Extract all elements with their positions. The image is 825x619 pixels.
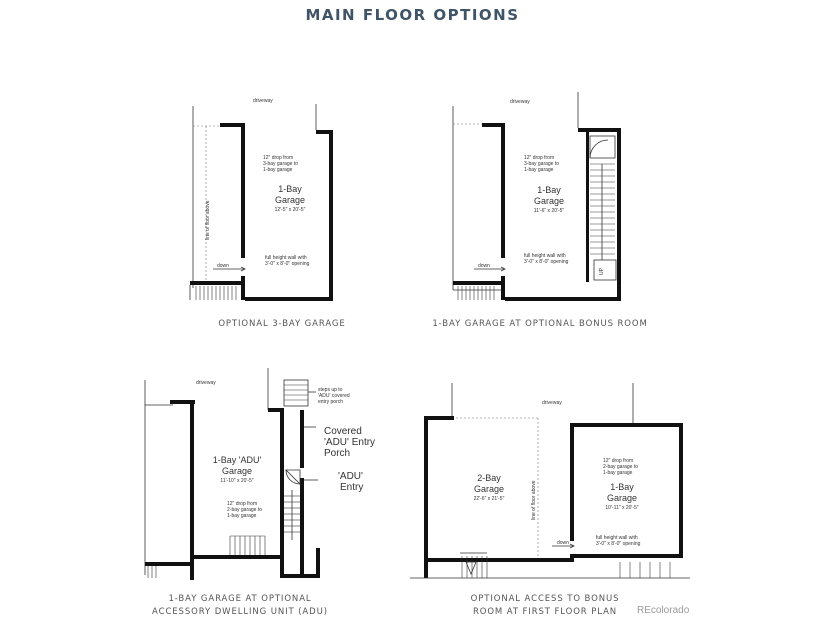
room-name: 1-Bay (278, 184, 302, 194)
wall-note: 3'-0" x 8'-0" opening (524, 259, 569, 265)
room-dimensions: 11'-6" x 20'-5" (533, 208, 565, 214)
drop-note: 12" drop from (263, 155, 294, 161)
plan-caption-line: OPTIONAL 3-BAY GARAGE (218, 319, 346, 329)
wall (501, 123, 505, 258)
plan-caption-line: 1-BAY GARAGE AT OPTIONAL BONUS ROOM (432, 319, 648, 329)
driveway-label: driveway (510, 99, 530, 105)
plan-caption-line: OPTIONAL ACCESS TO BONUS (470, 594, 620, 604)
floor-above-label: line of floor above (531, 480, 537, 520)
wall (424, 558, 574, 562)
plan-caption (162, 318, 402, 331)
room-b-name: 1-Bay (610, 482, 634, 492)
stair-treads (230, 536, 265, 555)
stair-treads (620, 562, 670, 578)
landing (594, 260, 616, 280)
wall (617, 128, 621, 300)
room-name: 1-Bay 'ADU' (212, 455, 262, 465)
driveway-label: driveway (253, 98, 273, 104)
wall (570, 554, 574, 562)
room-name: Garage (274, 195, 306, 205)
wall (280, 408, 284, 578)
wall (586, 132, 589, 282)
floor-above-label: line of floor above (205, 200, 211, 240)
plan-access-to-bonus-room (410, 383, 690, 578)
porch-label: Covered (324, 426, 362, 437)
drop-note: 2-bay garage to (227, 507, 263, 513)
driveway-label: driveway (196, 380, 216, 386)
wall (578, 128, 621, 132)
down-label: down (478, 263, 490, 269)
wall (570, 423, 633, 427)
wall (300, 410, 304, 468)
stair-treads (148, 566, 156, 578)
wall (570, 423, 574, 541)
plan-caption (400, 318, 680, 331)
wall (241, 276, 245, 300)
stair-treads (196, 286, 236, 300)
wall-note: full height wall with (596, 535, 638, 541)
wall-note: 3'-0" x 8'-0" opening (265, 261, 310, 267)
wall (300, 478, 304, 578)
watermark: REcolorado (637, 605, 690, 616)
wall (145, 562, 190, 566)
entry-steps (284, 380, 308, 406)
wall (505, 297, 621, 301)
steps-note: 'ADU' covered (318, 393, 350, 399)
stair-up-label: UP (599, 268, 605, 275)
wall (190, 400, 194, 580)
stair-arrow (466, 562, 476, 574)
wall (424, 416, 454, 420)
plan-1-bay-garage-adu (145, 368, 375, 580)
wall (190, 281, 245, 285)
wall (424, 416, 428, 578)
room-a-dimensions: 22'-6" x 21'-5" (473, 496, 505, 502)
plan-caption (110, 593, 370, 619)
room-dimensions: 11'-10" x 20'-5" (220, 478, 254, 484)
drop-note: 1-bay garage (263, 167, 293, 173)
room-name: Garage (221, 466, 253, 476)
plan-caption (425, 593, 665, 619)
driveway-label: driveway (542, 400, 562, 406)
porch-label: 'ADU' Entry (324, 437, 376, 448)
door-swing (590, 140, 608, 158)
plan-1-bay-garage-bonus-room (453, 92, 621, 301)
drop-note: 1-bay garage (227, 513, 257, 519)
wall-note: full height wall with (265, 255, 307, 261)
stair-treads (590, 164, 615, 254)
room-name: 1-Bay (537, 185, 561, 195)
plan-caption-line: ROOM AT FIRST FLOOR PLAN (472, 607, 618, 617)
entry-label: Entry (340, 482, 364, 493)
wall (284, 574, 320, 578)
drop-note: 12" drop from (524, 155, 555, 161)
plan-caption-line: 1-BAY GARAGE AT OPTIONAL (168, 594, 312, 604)
wall (630, 423, 683, 427)
room-name: Garage (533, 196, 565, 206)
wall (453, 281, 505, 285)
room-b-name: Garage (606, 493, 638, 503)
wall (316, 548, 320, 578)
wall-note: 3'-0" x 8'-0" opening (596, 541, 641, 547)
entry-label: 'ADU' (338, 471, 363, 482)
wall (241, 123, 245, 258)
plan-caption-line: ACCESSORY DWELLING UNIT (ADU) (152, 607, 328, 617)
wall (570, 554, 683, 558)
drop-note: 1-bay garage (603, 470, 633, 476)
plan-optional-3-bay-garage (190, 98, 333, 301)
drop-note: 3-bay garage to (524, 161, 560, 167)
down-label: down (217, 263, 229, 269)
porch-label: Porch (324, 448, 351, 459)
wall (245, 297, 333, 301)
room-a-name: 2-Bay (477, 473, 501, 483)
wall (316, 130, 331, 134)
room-a-name: Garage (473, 484, 505, 494)
steps-note: entry porch (318, 399, 344, 405)
stair-treads (458, 286, 494, 300)
stair-treads (284, 385, 308, 400)
wall (194, 555, 284, 559)
drop-note: 2-bay garage to (603, 464, 639, 470)
drop-note: 12" drop from (603, 458, 634, 464)
room-b-dimensions: 10'-11" x 20'-5" (605, 505, 639, 511)
wall (501, 276, 505, 300)
room-dimensions: 12'-5" x 20'-5" (274, 207, 306, 213)
wall-note: full height wall with (524, 253, 566, 259)
drop-note: 12" drop from (227, 501, 258, 507)
page-title: MAIN FLOOR OPTIONS (305, 6, 520, 24)
wall (679, 423, 683, 558)
drop-note: 1-bay garage (524, 167, 554, 173)
drop-note: 3-bay garage to (263, 161, 299, 167)
wall (329, 130, 333, 300)
steps-note: steps up to (318, 387, 343, 393)
down-label: down (557, 540, 569, 546)
